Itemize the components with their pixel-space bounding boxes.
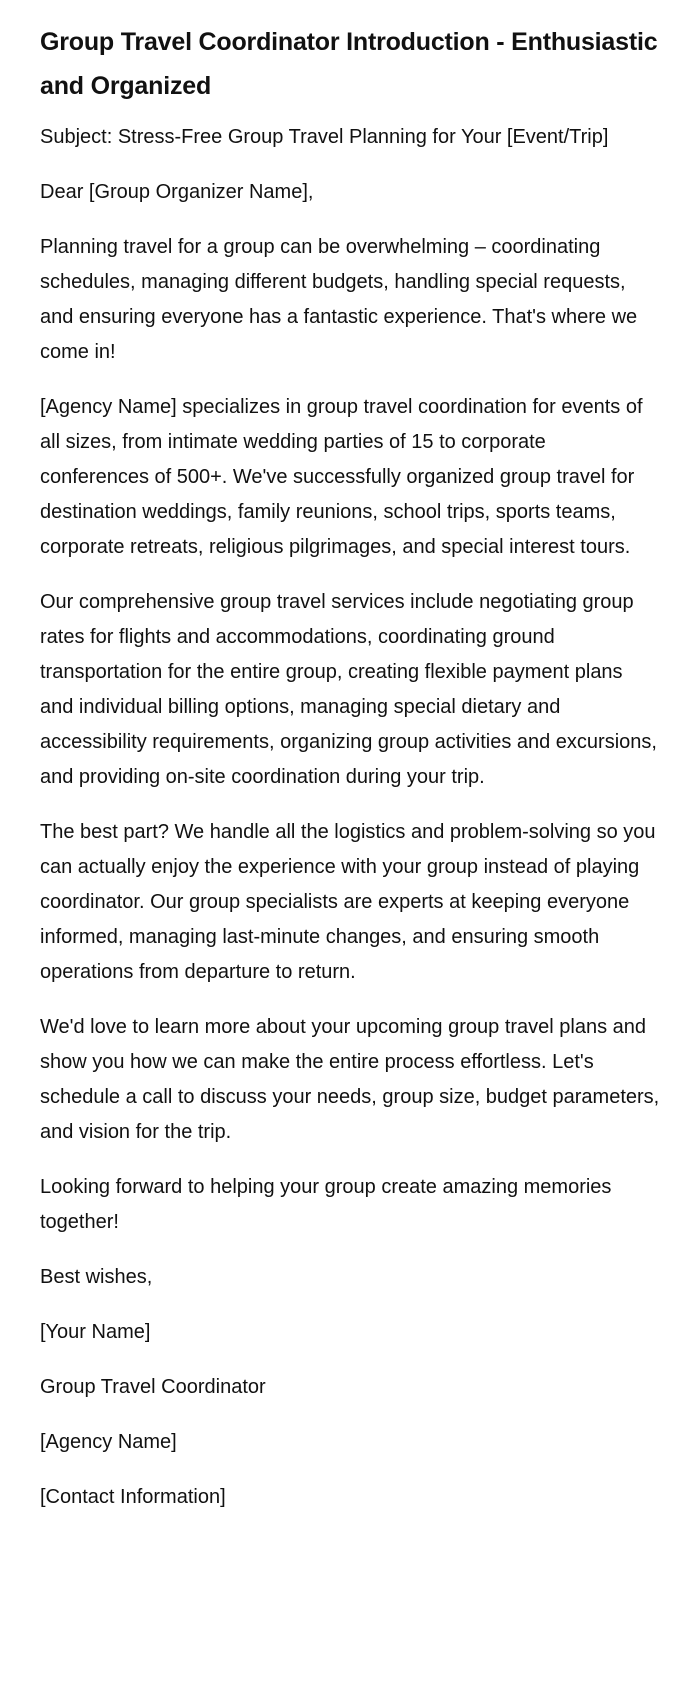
document-title: Group Travel Coordinator Introduction - Enthusiastic and Organized: [40, 28, 658, 100]
signature-name: [Your Name]: [40, 1321, 151, 1343]
body-paragraph-5: We'd love to learn more about your upcoming group travel plans and show you how we can make the entire process effortless. Let's schedule a call to discuss your needs, group size, budget parameters, and vision for the trip.: [40, 1016, 660, 1143]
body-paragraph-6: Looking forward to helping your group create amazing memories together!: [40, 1176, 612, 1233]
signature-role: Group Travel Coordinator: [40, 1376, 266, 1398]
body-paragraph-3: Our comprehensive group travel services include negotiating group rates for flights and accommodations, coordinating ground transportation for the entire group, creating flexible payment plans and individual billing options, managing special dietary and accessibility requirements, organizing group activities and excursions, and providing on-site coordination during your trip.: [40, 591, 657, 788]
body-paragraph-4: The best part? We handle all the logistics and problem-solving so you can actually enjoy the experience with your group instead of playing coordinator. Our group specialists are experts at keeping everyone informed, managing last-minute changes, and ensuring smooth operations from departure to return.: [40, 821, 656, 983]
signature-contact: [Contact Information]: [40, 1486, 226, 1508]
closing: Best wishes,: [40, 1266, 153, 1288]
signature-agency: [Agency Name]: [40, 1431, 177, 1453]
email-subject: Subject: Stress-Free Group Travel Planning for Your [Event/Trip]: [40, 126, 609, 148]
body-paragraph-1: Planning travel for a group can be overwhelming – coordinating schedules, managing different budgets, handling special requests, and ensuring everyone has a fantastic experience. That's where we come in!: [40, 236, 638, 363]
body-paragraph-2: [Agency Name] specializes in group travel coordination for events of all sizes, from intimate wedding parties of 15 to corporate conferences of 500+. We've successfully organized group travel for destination weddings, family reunions, school trips, sports teams, corporate retreats, religious pilgrimages, and special interest tours.: [40, 396, 643, 558]
salutation: Dear [Group Organizer Name],: [40, 181, 314, 203]
